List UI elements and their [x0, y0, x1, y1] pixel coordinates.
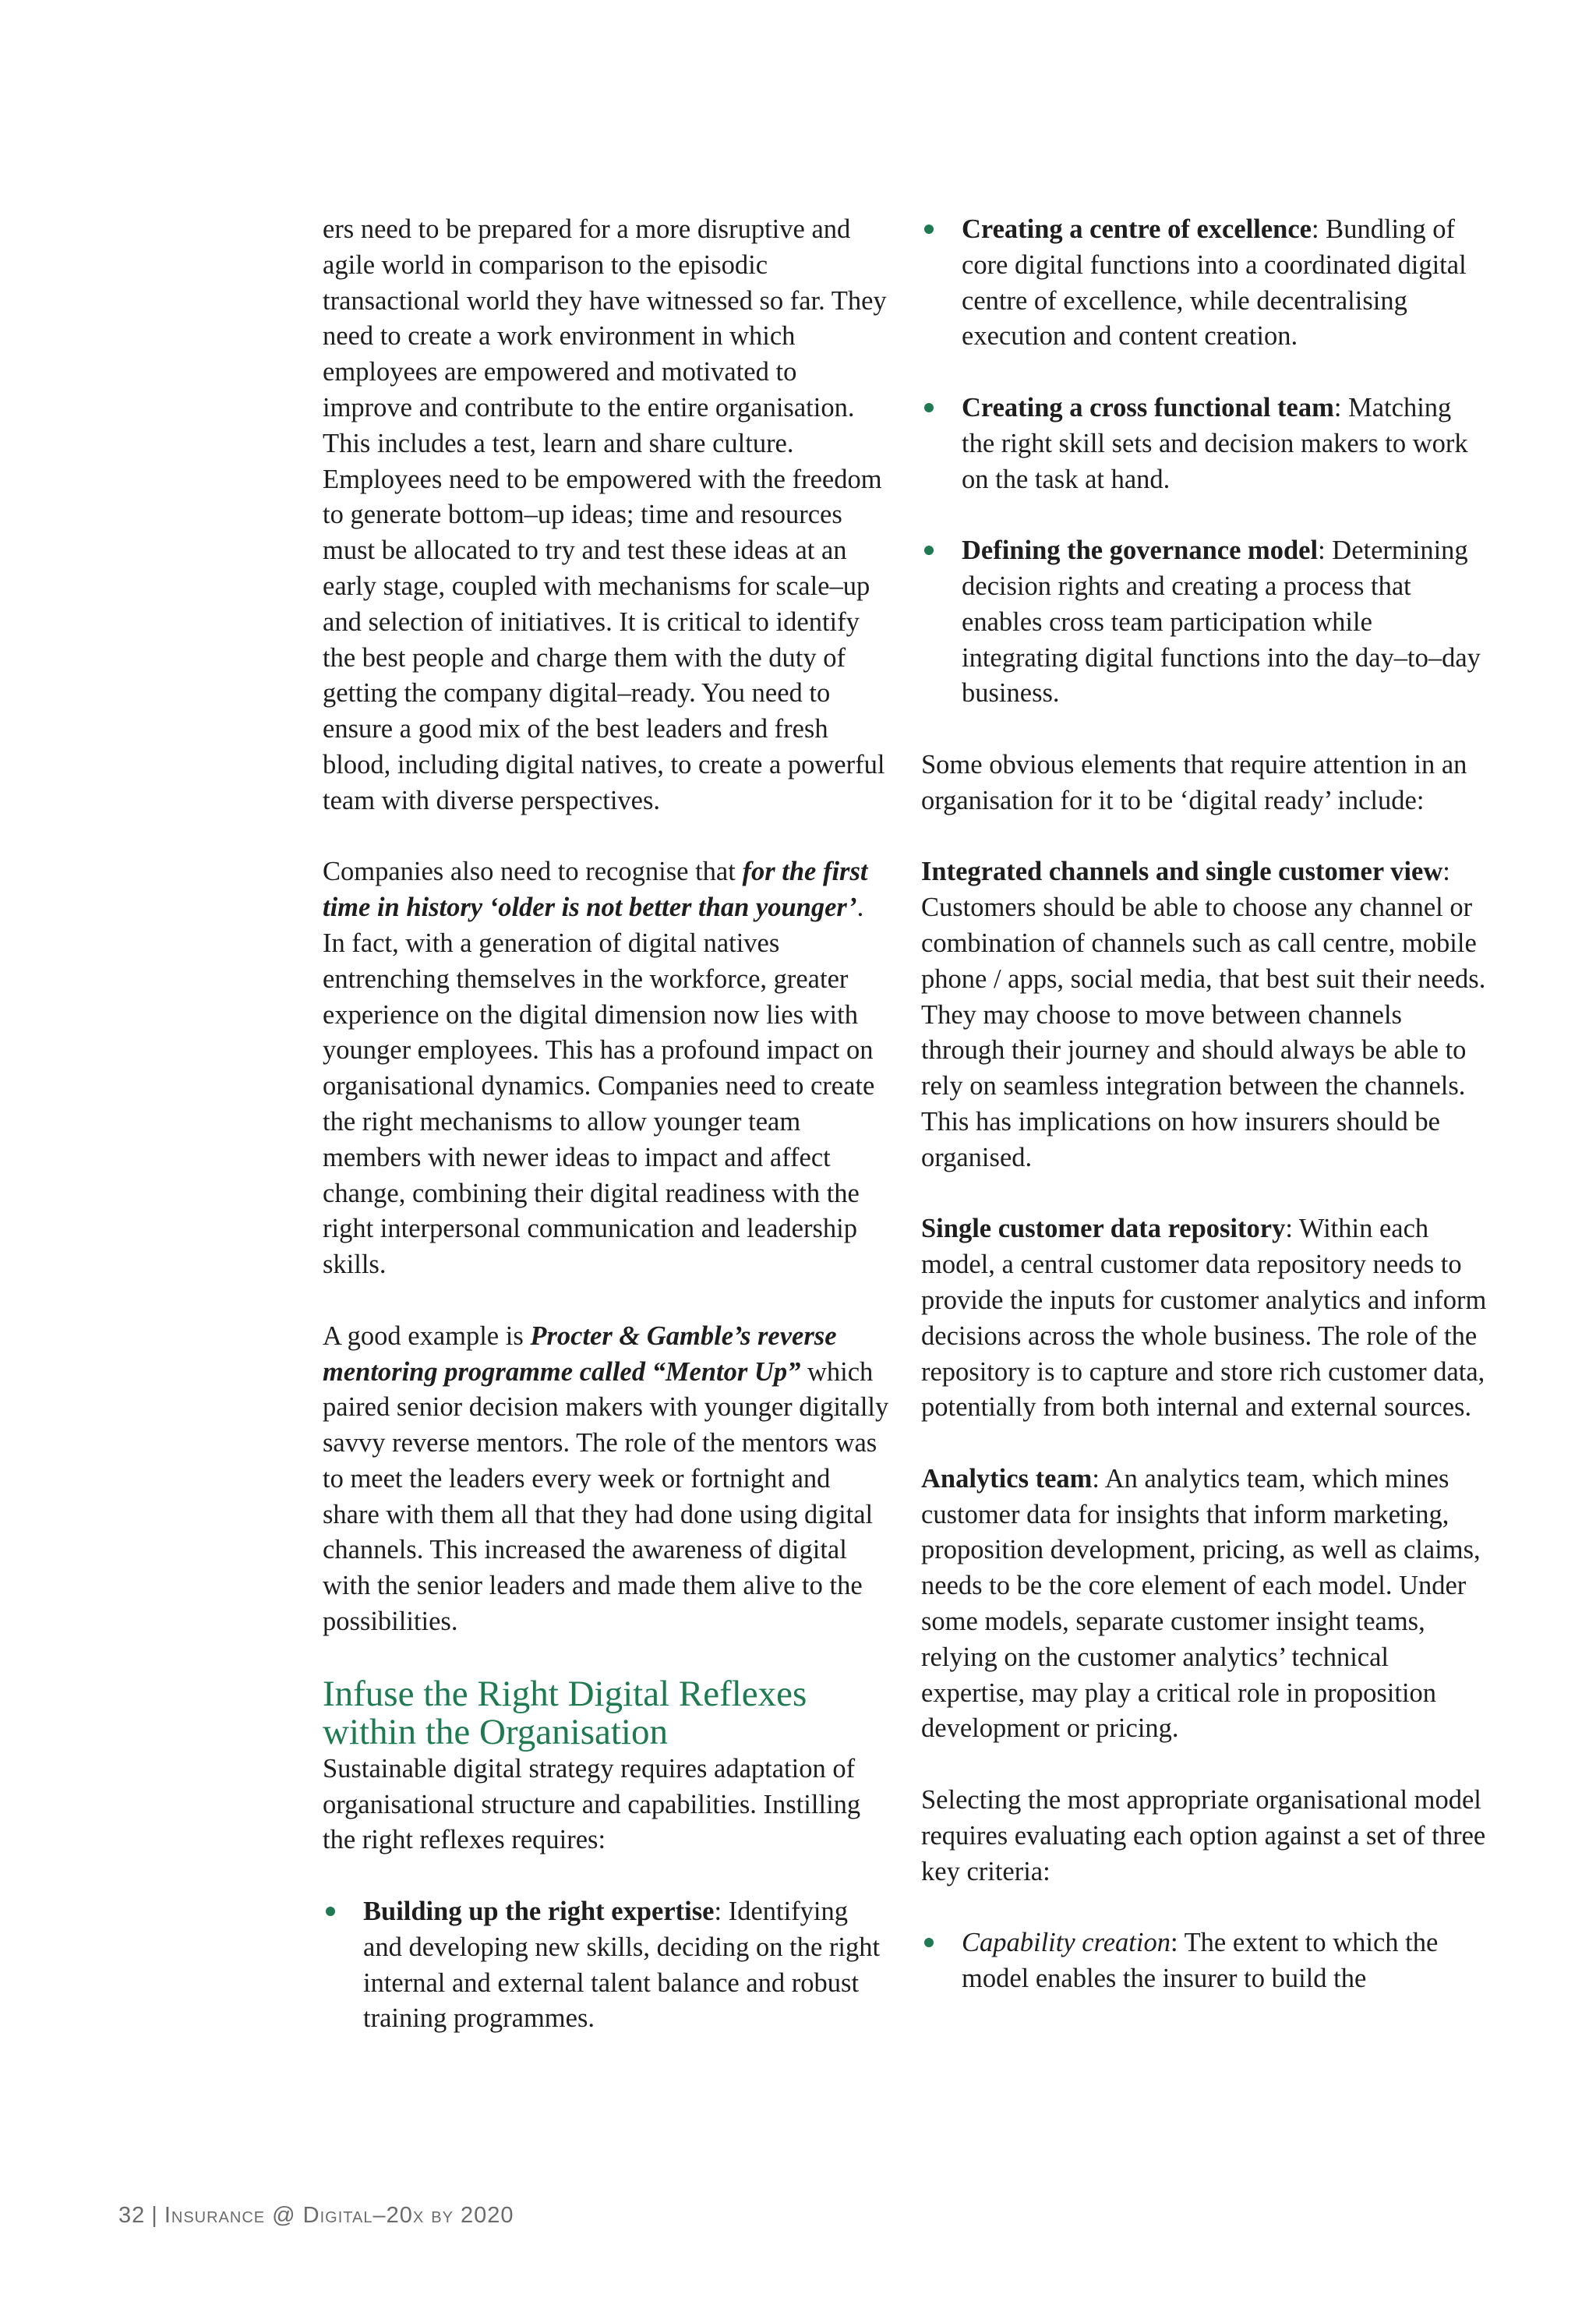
- body-paragraph: Companies also need to recognise that for the first time in history ‘older is not better than younger’. In fact, with a generation of digital natives entrenching themselves in the workforce, greater experience on the digital dimension now lies with younger employees. This has a profound impact on organisational dynamics. Companies need to create the right mechanisms to allow younger team members with newer ideas to impact and affect change, combining their digital readiness with the right interpersonal communication and leadership skills.: [323, 857, 875, 1280]
- body-paragraph: ers need to be prepared for a more disruptive and agile world in comparison to the episodic transactional world they have witnessed so far. They need to create a work environment in which employees are empowered and motivated to improve and contribute to the entire organisation. This includes a test, learn and share culture. Employees need to be empowered with the freedom to generate bottom–up ideas; time and resources must be allocated to try and test these ideas at an early stage, coupled with mechanisms for scale–up and selection of initiatives. It is critical to identify the best people and charge them with the duty of getting the company digital–ready. You need to ensure a good mix of the best leaders and fresh blood, including digital natives, to create a powerful team with diverse perspectives.: [323, 214, 887, 815]
- bullet-list: [921, 212, 1490, 712]
- list-item: Creating a cross functional team: Matching the right skill sets and decision makers to work on the task at hand.: [921, 391, 1490, 497]
- list-item: Defining the governance model: Determining decision rights and creating a process that enables cross team participation while integrating digital functions into the day–to–day business.: [921, 533, 1490, 712]
- body-paragraph: Some obvious elements that require attention in an organisation for it to be ‘digital ready’ include:: [921, 749, 1467, 815]
- emphasis-text: Procter & Gamble’s reverse mentoring programme called “Mentor Up”: [323, 1320, 837, 1387]
- publication-title: Insurance @ Digital–20x by 2020: [164, 2203, 514, 2228]
- emphasis-text: for the first time in history ‘older is not better than younger’: [323, 857, 868, 923]
- page-footer: [118, 2203, 514, 2229]
- body-paragraph: Single customer data repository: Within each model, a central customer data repository needs to provide the inputs for customer analytics and inform decisions across the whole business. The role of the repository is to capture and store rich customer data, potentially from both internal and external sources.: [921, 1214, 1487, 1423]
- body-paragraph: Selecting the most appropriate organisational model requires evaluating each option against a set of three key criteria:: [921, 1785, 1486, 1886]
- bullet-list: [323, 1894, 892, 2037]
- left-column: [323, 212, 892, 2037]
- bullet-list: [921, 1925, 1490, 1997]
- page-number: 32: [118, 2203, 146, 2228]
- body-paragraph: Integrated channels and single customer view: Customers should be able to choose any channel or combination of channels such as call centre, mobile phone / apps, social media, that best suit their needs. They may choose to move between channels through their journey and should always be able to rely on seamless integration between the channels. This has implications on how insurers should be organised.: [921, 857, 1486, 1172]
- right-column: [921, 212, 1490, 1997]
- body-paragraph: A good example is Procter & Gamble’s reverse mentoring programme called “Mentor Up” which paired senior decision makers with younger digitally savvy reverse mentors. The role of the mentors was to meet the leaders every week or fortnight and share with them all that they had done using digital channels. This increased the awareness of digital with the senior leaders and made them alive to the possibilities.: [323, 1320, 889, 1637]
- list-item: Capability creation: The extent to which the model enables the insurer to build the: [921, 1925, 1490, 1997]
- body-paragraph: Analytics team: An analytics team, which mines customer data for insights that inform marketing, proposition development, pricing, as well as claims, needs to be the core element of each model. Under some models, separate customer insight teams, relying on the customer analytics’ technical expertise, may play a critical role in proposition development or pricing.: [921, 1463, 1481, 1744]
- list-item: Creating a centre of excellence: Bundling of core digital functions into a coordinated digital centre of excellence, while decentralising execution and content creation.: [921, 212, 1490, 355]
- body-paragraph: Sustainable digital strategy requires adaptation of organisational structure and capabilities. Instilling the right reflexes requires:: [323, 1753, 861, 1855]
- footer-separator: |: [151, 2203, 158, 2228]
- section-heading: Infuse the Right Digital Reflexes within the Organisation: [323, 1673, 807, 1752]
- list-item: Building up the right expertise: Identifying and developing new skills, deciding on the right internal and external talent balance and robust training programmes.: [323, 1894, 892, 2037]
